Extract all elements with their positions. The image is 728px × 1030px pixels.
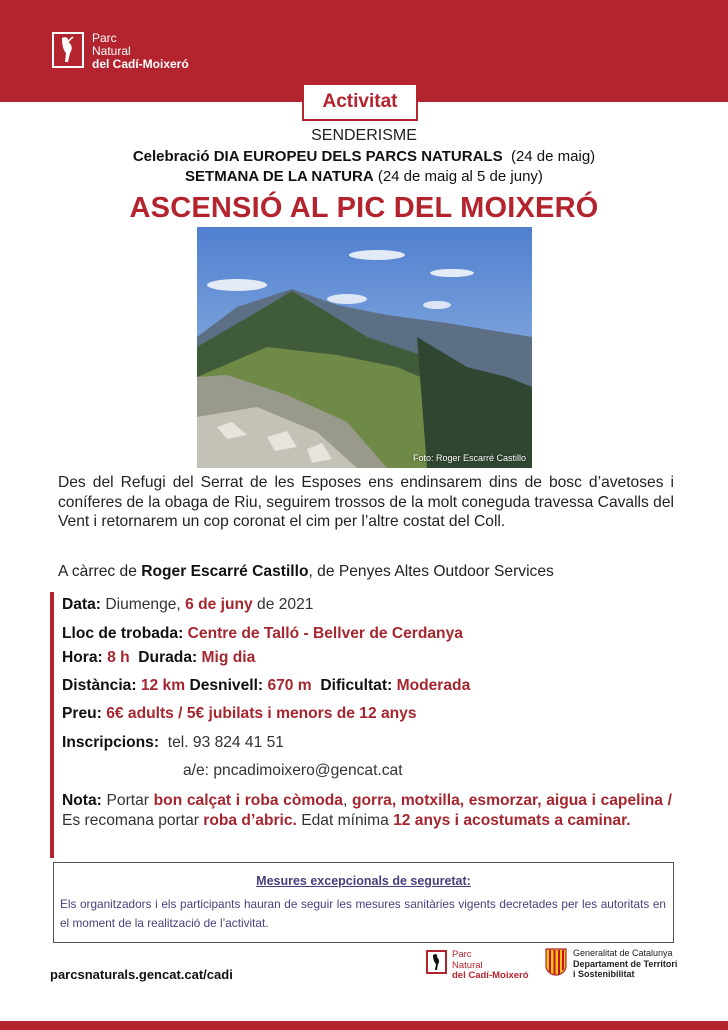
time-label: Hora:	[62, 649, 103, 666]
security-box	[53, 862, 674, 943]
duration-value: Mig dia	[201, 649, 256, 666]
week-line	[0, 168, 728, 185]
signup-label: Inscripcions:	[62, 734, 160, 751]
price-value: 6€ adults / 5€ jubilats i menors de 12 anys	[106, 705, 417, 722]
time-row	[62, 649, 255, 667]
date-label: Data:	[62, 596, 101, 613]
park-logo	[52, 32, 189, 71]
time-value: 8 h	[107, 649, 130, 666]
gov-line3: i Sostenibilitat	[573, 969, 635, 979]
email-prefix: a/e:	[183, 762, 210, 779]
difficulty-value: Moderada	[396, 677, 471, 694]
mountain-photo	[197, 227, 532, 468]
photo-credit: Foto: Roger Escarré Castillo	[412, 453, 526, 463]
difficulty-label: Dificultat:	[320, 677, 393, 694]
duration-label: Durada:	[138, 649, 198, 666]
chamois-logo-icon-small	[426, 950, 447, 974]
logo-line2: Natural	[92, 44, 131, 58]
security-title: Mesures excepcionals de seguretat:	[256, 874, 471, 888]
activity-badge-label: Activitat	[322, 91, 398, 112]
guide-pre: A càrrec de	[58, 563, 137, 580]
note-t4: Edat mínima	[301, 812, 389, 829]
logo-line1: Parc	[92, 31, 117, 45]
week-dates: (24 de maig al 5 de juny)	[377, 168, 543, 185]
week-bold: SETMANA DE LA NATURA	[185, 168, 374, 185]
note-h4: 12 anys i acostumats a caminar.	[393, 812, 631, 829]
distance-value: 12 km	[140, 677, 186, 694]
note-h3: roba d’abric.	[203, 812, 297, 829]
celebration-line	[0, 148, 728, 165]
note-h2: gorra, motxilla, esmorzar, aigua i capelina /	[351, 792, 672, 809]
date-year: de 2021	[257, 596, 314, 613]
guide-company: , de Penyes Altes Outdoor Services	[308, 563, 554, 580]
note-t1: Portar	[106, 792, 149, 809]
generalitat-logo	[545, 948, 677, 980]
category: SENDERISME	[311, 127, 417, 144]
security-body: Els organitzadors i els participants hauran de seguir les mesures sanitàries vigents decretades per les autoritats en el moment de la realització de l’activitat.	[60, 897, 666, 930]
page-title: ASCENSIÓ AL PIC DEL MOIXERÓ	[129, 192, 599, 224]
footer-logo-line3: del Cadí-Moixeró	[452, 970, 529, 981]
signup-row	[62, 734, 284, 752]
guide-name: Roger Escarré Castillo	[141, 563, 309, 580]
email-row	[183, 762, 403, 780]
distance-label: Distància:	[62, 677, 137, 694]
footer-park-logo	[426, 950, 529, 982]
price-row	[62, 705, 417, 723]
gov-line1: Generalitat de Catalunya	[573, 948, 673, 958]
date-row	[62, 596, 313, 614]
website-link[interactable]: parcsnaturals.gencat.cat/cadi	[50, 967, 233, 982]
description: Des del Refugi del Serrat de les Esposes ens endinsarem dins de bosc d’avetoses i coníferes de la obaga de Riu, seguirem trossos de la molt coneguda travessa Cavalls del Vent i retornarem un cop coronat el cim per l’altre costat del Coll.	[58, 474, 674, 530]
footer-band	[0, 1021, 728, 1030]
footer-logo-line2: Natural	[452, 959, 483, 971]
elevation-label: Desnivell:	[189, 677, 264, 694]
place-row	[62, 625, 463, 643]
note	[62, 791, 672, 831]
footer-logo-line1: Parc	[452, 949, 472, 960]
place-label: Lloc de trobada:	[62, 625, 184, 642]
elevation-value: 670 m	[267, 677, 312, 694]
gov-line2: Departament de Territori	[573, 958, 678, 969]
catalan-flag-icon	[545, 948, 567, 976]
celebration-date: (24 de maig)	[510, 148, 596, 165]
guide-line	[58, 563, 678, 581]
signup-phone: 93 824 41 51	[192, 734, 284, 751]
price-label: Preu:	[62, 705, 102, 722]
note-h1: bon calçat i roba còmoda	[153, 792, 343, 809]
date-day: Diumenge,	[105, 596, 181, 613]
logo-line3: del Cadí-Moixeró	[92, 57, 189, 71]
signup-phone-prefix: tel.	[167, 734, 189, 751]
note-label: Nota:	[62, 792, 102, 809]
note-t3: Es recomana portar	[62, 812, 199, 829]
info-accent-bar	[50, 592, 54, 858]
note-t2: ,	[342, 792, 348, 809]
place-value: Centre de Talló - Bellver de Cerdanya	[187, 625, 463, 642]
chamois-logo-icon	[52, 32, 84, 68]
celebration-bold: Celebració DIA EUROPEU DELS PARCS NATURALS	[132, 148, 503, 165]
distance-row	[62, 677, 470, 695]
email-value[interactable]: pncadimoixero@gencat.cat	[213, 762, 403, 779]
activity-badge	[302, 83, 418, 121]
date-value: 6 de juny	[185, 596, 253, 613]
